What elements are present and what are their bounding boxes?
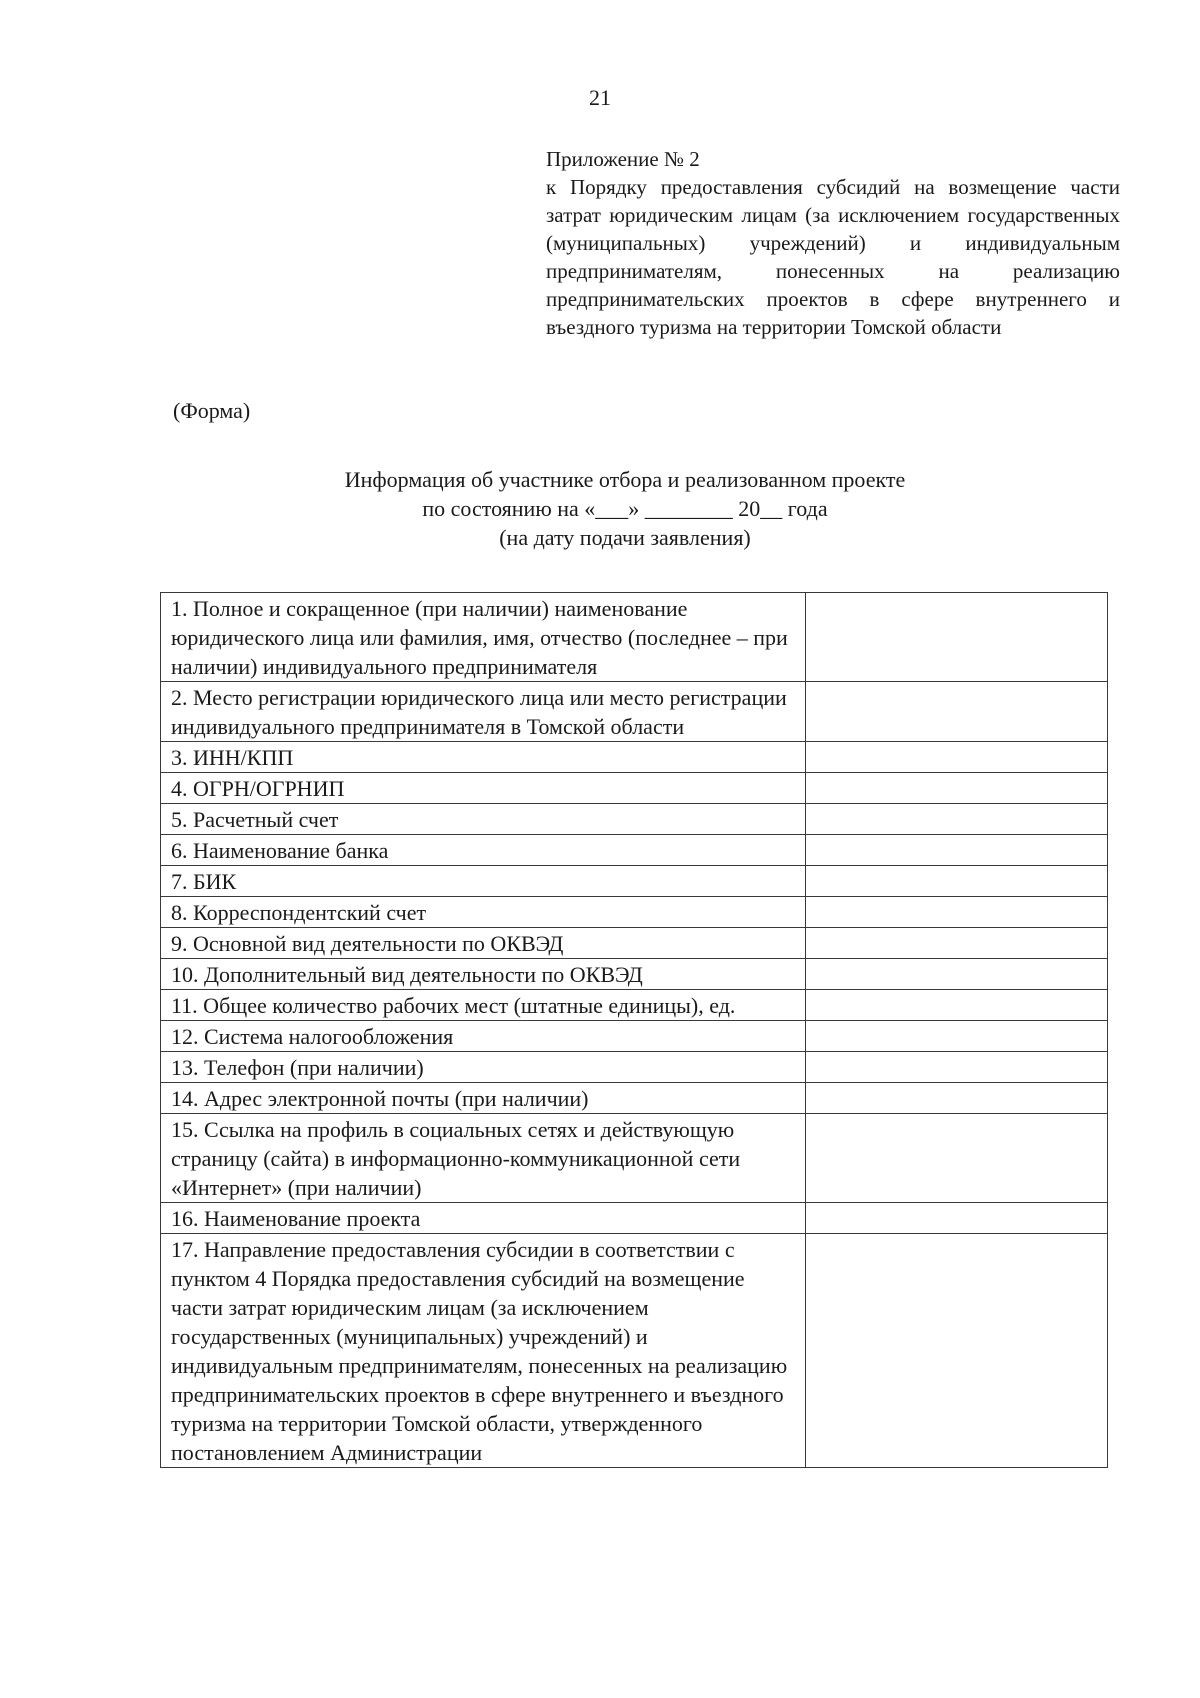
row-value-field[interactable] <box>806 1021 1108 1052</box>
table-row <box>161 1083 1108 1114</box>
form-label: (Форма) <box>173 398 251 423</box>
table-row <box>161 990 1108 1021</box>
row-label: 3. ИНН/КПП <box>161 742 806 773</box>
table-row <box>161 1234 1108 1468</box>
row-label: 4. ОГРН/ОГРНИП <box>161 773 806 804</box>
row-label: 9. Основной вид деятельности по ОКВЭД <box>161 928 806 959</box>
row-value-field[interactable] <box>806 804 1108 835</box>
row-label: 7. БИК <box>161 866 806 897</box>
row-label: 1. Полное и сокращенное (при наличии) наименование юридического лица или фамилия, имя, отчество (последнее – при наличии) индивидуального предпринимателя <box>161 593 806 682</box>
row-value-field[interactable] <box>806 742 1108 773</box>
row-value-field[interactable] <box>806 897 1108 928</box>
row-label: 2. Место регистрации юридического лица или место регистрации индивидуального предпринимателя в Томской области <box>161 682 806 742</box>
table-row <box>161 897 1108 928</box>
table-row <box>161 1052 1108 1083</box>
row-value-field[interactable] <box>806 1083 1108 1114</box>
row-label: 13. Телефон (при наличии) <box>161 1052 806 1083</box>
table-row <box>161 742 1108 773</box>
table-row <box>161 804 1108 835</box>
table-row <box>161 1114 1108 1203</box>
row-value-field[interactable] <box>806 959 1108 990</box>
row-value-field[interactable] <box>806 1114 1108 1203</box>
row-label: 14. Адрес электронной почты (при наличии) <box>161 1083 806 1114</box>
row-value-field[interactable] <box>806 682 1108 742</box>
table-row <box>161 928 1108 959</box>
row-value-field[interactable] <box>806 866 1108 897</box>
row-value-field[interactable] <box>806 1203 1108 1234</box>
row-label: 8. Корреспондентский счет <box>161 897 806 928</box>
heading-line-3: (на дату подачи заявления) <box>499 525 751 550</box>
row-label: 17. Направление предоставления субсидии в соответствии с пунктом 4 Порядка предоставления субсидий на возмещение части затрат юридическим лицам (за исключением государственных (муниципальных) учреждений) и индивидуальным предпринимателям, понесенных на реализацию предпринимательских проектов в сфере внутреннего и въездного туризма на территории Томской области, утвержденного постановлением Администрации <box>161 1234 806 1468</box>
row-value-field[interactable] <box>806 1234 1108 1468</box>
row-value-field[interactable] <box>806 835 1108 866</box>
row-value-field[interactable] <box>806 773 1108 804</box>
row-label: 15. Ссылка на профиль в социальных сетях и действующую страницу (сайта) в информационно-коммуникационной сети «Интернет» (при наличии) <box>161 1114 806 1203</box>
row-label: 5. Расчетный счет <box>161 804 806 835</box>
row-value-field[interactable] <box>806 928 1108 959</box>
table-row <box>161 1203 1108 1234</box>
participant-info-table <box>160 592 1108 1468</box>
page-number: 21 <box>589 85 611 110</box>
row-label: 12. Система налогообложения <box>161 1021 806 1052</box>
appendix-body: к Порядку предоставления субсидий на возмещение части затрат юридическим лицам (за исключением государственных (муниципальных) учреждений) и индивидуальным предпринимателям, понесенных на реализацию предпринимательских проектов в сфере внутреннего и въездного туризма на территории Томской области <box>546 175 1120 339</box>
table-row <box>161 835 1108 866</box>
row-label: 11. Общее количество рабочих мест (штатные единицы), ед. <box>161 990 806 1021</box>
table-row <box>161 593 1108 682</box>
heading-line-1: Информация об участнике отбора и реализованном проекте <box>344 467 906 492</box>
document-heading <box>0 465 1200 552</box>
appendix-title: Приложение № 2 <box>546 147 700 171</box>
row-value-field[interactable] <box>806 593 1108 682</box>
table-row <box>161 866 1108 897</box>
appendix-block <box>546 145 1120 341</box>
row-value-field[interactable] <box>806 990 1108 1021</box>
row-label: 10. Дополнительный вид деятельности по ОКВЭД <box>161 959 806 990</box>
table-row <box>161 1021 1108 1052</box>
row-label: 6. Наименование банка <box>161 835 806 866</box>
row-value-field[interactable] <box>806 1052 1108 1083</box>
row-label: 16. Наименование проекта <box>161 1203 806 1234</box>
table-row <box>161 773 1108 804</box>
heading-line-2: по состоянию на «___» ________ 20__ года <box>422 496 828 521</box>
table-row <box>161 682 1108 742</box>
table-row <box>161 959 1108 990</box>
